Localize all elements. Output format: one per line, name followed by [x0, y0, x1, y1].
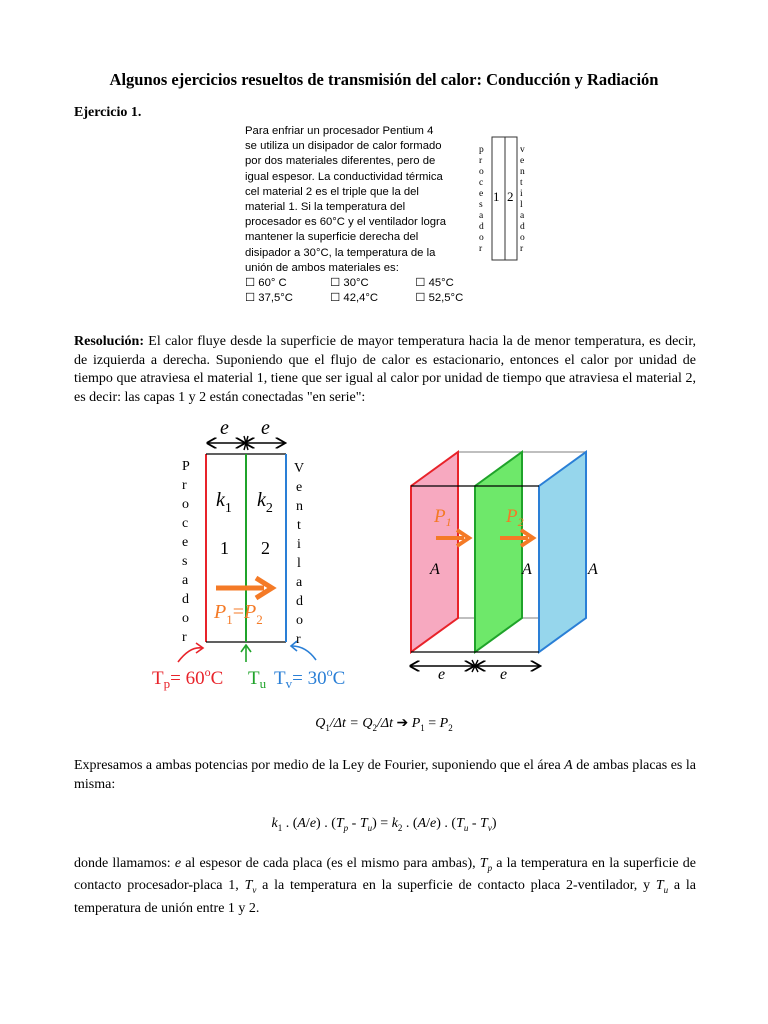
letter: r [520, 244, 524, 254]
problem-line: mantener la superficie derecha del [245, 231, 419, 244]
option[interactable]: ☐ 30°C [330, 277, 369, 289]
letter: r [296, 632, 301, 647]
letter: a [296, 575, 303, 590]
small-label-2: 2 [507, 189, 514, 204]
area-label: A [588, 561, 598, 578]
option-label: 60° C [258, 277, 287, 289]
small-left-word [479, 145, 484, 254]
definitions-paragraph: donde llamamos: e al espesor de cada placa (es el mismo para ambas), $T_p$ a la temperatura en la superficie de contacto procesador-placa 1, $T_v$ a la temperatura en la superficie de contacto placa 2-ventilador, y $T_u$ a la temperatura de unión entre 1 y 2. [74, 856, 697, 916]
letter: e [296, 480, 303, 495]
letter: r [479, 156, 483, 166]
tv-pointer [292, 646, 316, 660]
small-label-1: 1 [493, 189, 500, 204]
letter: e [182, 535, 189, 550]
letter: r [182, 478, 187, 493]
area-label: A [430, 561, 440, 578]
problem-line: Para enfriar un procesador Pentium 4 [245, 125, 434, 137]
k2-label: $k_2$ [257, 489, 273, 516]
letter: l [520, 200, 523, 210]
right-diagram [400, 446, 620, 686]
letter: c [182, 516, 189, 531]
fourier-paragraph: Expresamos a ambas potencias por medio de la Ley de Fourier, suponiendo que el área A de ambas placas es la misma: [74, 758, 696, 792]
problem-line: cel material 2 es el triple que la del [245, 185, 419, 198]
equation-fourier: $k_1$ . (A/e) . $(T_p - T_u) = k_2$ . (A/e) . $(T_u - T_v)$ [271, 816, 497, 833]
plate-green [475, 452, 522, 652]
problem-statement [245, 124, 463, 276]
tp-label: $T_p= 60^oC$ [152, 665, 224, 691]
answer-options-row2 [245, 291, 475, 304]
exercise-label: Ejercicio 1. [74, 105, 142, 120]
letter: r [479, 244, 483, 254]
resolution-label: Resolución: [74, 334, 144, 349]
problem-line: material 1. Si la temperatura del [245, 201, 406, 214]
plate-blue [539, 452, 586, 652]
option-label: 52,5°C [428, 292, 464, 304]
resolution-text: El calor fluye desde la superficie de mayor temperatura hacia la de menor temperatura, es decir, de izquierda a derecha. Suponiendo que el flujo de calor es estacionario, entonces el calor por unidad de tiempo que atraviesa el material 1, tiene que ser igual al calor por unidad de tiempo que atraviesa el material 2, es decir: las capas 1 y 2 están conectadas "en serie": [74, 334, 696, 405]
equation-power-equality: $Q_1/\Delta t = Q_2/\Delta t$ ➔ $P_1 = P_2$ [315, 716, 453, 733]
letter: s [182, 554, 188, 569]
letter: a [520, 211, 525, 221]
option[interactable]: ☐ 45°C [415, 277, 454, 289]
resolution-paragraph [74, 333, 696, 407]
left-diagram [140, 412, 380, 694]
letter: a [479, 211, 484, 221]
procesador-word [182, 459, 190, 645]
letter: i [297, 537, 301, 552]
problem-line: por dos materiales diferentes, pero de [245, 155, 436, 168]
problem-line: igual espesor. La conductividad térmica [245, 170, 443, 183]
thickness-label: e [500, 666, 508, 683]
letter: V [294, 461, 305, 476]
letter: v [520, 145, 525, 155]
option[interactable]: ☐ 42,4°C [330, 292, 379, 304]
letter: e [479, 189, 484, 199]
letter: l [297, 556, 301, 571]
tu-label: $T_u$ [248, 668, 267, 691]
letter: i [520, 189, 523, 199]
letter: P [182, 459, 190, 474]
small-right-word [520, 145, 525, 254]
letter: p [479, 145, 484, 155]
letter: o [182, 611, 189, 626]
power-equality: $P_1=P_2$ [214, 601, 263, 627]
p1-label: $P_1$ [434, 506, 452, 529]
plate-pink [411, 452, 458, 652]
page-title: Algunos ejercicios resueltos de transmisión del calor: Conducción y Radiación [109, 70, 659, 89]
option-label: 45°C [428, 277, 454, 289]
letter: s [479, 200, 483, 210]
letter: n [296, 499, 303, 514]
problem-line: disipador a 30°C, la temperatura de la [245, 246, 436, 259]
tp-pointer [178, 648, 202, 662]
problem-line: procesador es 60°C y el ventilador logra [245, 216, 447, 229]
implies-arrow-icon: ➔ [396, 716, 409, 731]
letter: r [182, 630, 187, 645]
letter: d [182, 592, 189, 607]
area-label: A [522, 561, 532, 578]
material-2-label: 2 [261, 538, 270, 558]
p2-label: $P_2$ [506, 506, 524, 529]
answer-options-row1 [245, 276, 475, 289]
letter: t [520, 178, 523, 188]
letter: o [520, 233, 525, 243]
option-label: 37,5°C [258, 292, 293, 304]
thickness-label: e [261, 417, 270, 439]
option[interactable]: ☐ 52,5°C [415, 292, 464, 304]
letter: a [182, 573, 189, 588]
problem-line: se utiliza un disipador de calor formado [245, 140, 442, 153]
option-label: 30°C [343, 277, 369, 289]
letter: o [296, 613, 303, 628]
letter: c [479, 178, 484, 188]
option[interactable]: ☐ 37,5°C [245, 292, 293, 304]
small-diagram [470, 130, 540, 270]
option-label: 42,4°C [343, 292, 379, 304]
letter: n [520, 167, 525, 177]
problem-line: unión de ambos materiales es: [245, 261, 399, 274]
letter: o [479, 233, 484, 243]
thickness-label: e [438, 666, 446, 683]
letter: o [182, 497, 189, 512]
material-1-label: 1 [220, 538, 229, 558]
option[interactable]: ☐ 60° C [245, 277, 287, 289]
k1-label: $k_1$ [216, 489, 232, 516]
letter: d [520, 222, 525, 232]
letter: e [520, 156, 525, 166]
tv-label: $T_v= 30^oC$ [274, 665, 346, 691]
letter: d [479, 222, 484, 232]
letter: d [296, 594, 303, 609]
letter: o [479, 167, 484, 177]
thickness-label: e [220, 417, 229, 439]
letter: t [297, 518, 301, 533]
ventilador-word [294, 461, 304, 647]
